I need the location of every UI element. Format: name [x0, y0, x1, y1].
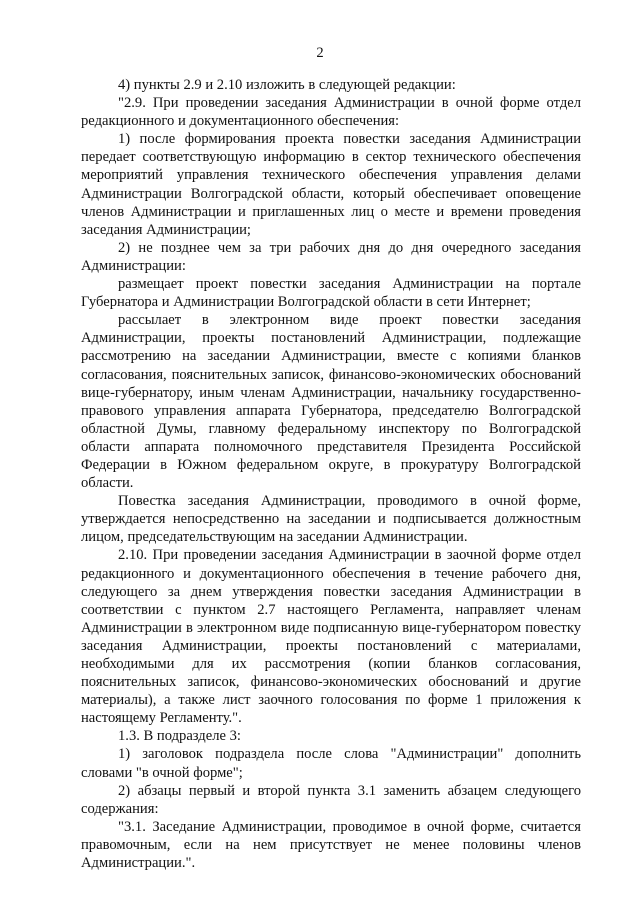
- paragraph: 1) после формирования проекта повестки заседания Администрации передает соответствующую информацию в сектор технического обеспечения мероприятий управления технического обеспечения управления делами Администрации Волгоградской области, который обеспечивает оповещение членов Администрации и приглашенных лиц о месте и времени проведения заседания Администрации;: [81, 131, 581, 238]
- paragraph: 1.3. В подразделе 3:: [118, 728, 241, 745]
- paragraph: 2) не позднее чем за три рабочих дня до дня очередного заседания Администрации:: [81, 239, 581, 274]
- paragraph: 1) заголовок подраздела после слова "Администрации" дополнить словами "в очной форме";: [81, 746, 581, 781]
- paragraph: "2.9. При проведении заседания Администрации в очной форме отдел редакционного и документационного обеспечения:: [81, 95, 581, 130]
- paragraph: Повестка заседания Администрации, проводимого в очной форме, утверждается непосредственно на заседании и подписывается должностным лицом, председательствующим на заседании Администрации.: [81, 493, 581, 546]
- paragraph: 2.10. При проведении заседания Администрации в заочной форме отдел редакционного и документационного обеспечения в течение рабочего дня, следующего за днем утверждения повестки заседания Администрации в соответствии с пунктом 2.7 настоящего Регламента, направляет членам Администрации в электронном виде подписанную вице-губернатором повестку заседания Администрации, проекты постановлений с материалами, необходимыми для их рассмотрения (копии бланков согласования, пояснительных записок, финансово-экономических обоснований и другие материалы), а также лист заочного голосования по форме 1 приложения к настоящему Регламенту.".: [81, 547, 581, 727]
- paragraph: размещает проект повестки заседания Администрации на портале Губернатора и Администрации Волгоградской области в сети Интернет;: [81, 276, 581, 311]
- paragraph: 4) пункты 2.9 и 2.10 изложить в следующей редакции:: [118, 77, 456, 93]
- paragraph: "3.1. Заседание Администрации, проводимое в очной форме, считается правомочным, если на нем присутствует не менее половины членов Администрации.".: [81, 818, 581, 872]
- page-number: 2: [316, 45, 324, 61]
- paragraph: 2) абзацы первый и второй пункта 3.1 заменить абзацем следующего содержания:: [81, 782, 581, 817]
- document-body: [81, 76, 581, 872]
- paragraph: рассылает в электронном виде проект повестки заседания Администрации, проекты постановлений Администрации, подлежащие рассмотрению на заседании Администрации, вместе с копиями бланков согласования, пояснительных записок, финансово-экономических обоснований вице-губернатору, иным членам Администрации, начальнику государственно-правового управления аппарата Губернатора, председателю Волгоградской областной Думы, главному федеральному инспектору по Волгоградской области аппарата полномочного представителя Президента Российской Федерации в Южном федеральном округе, в прокуратуру Волгоградской области.: [81, 312, 581, 492]
